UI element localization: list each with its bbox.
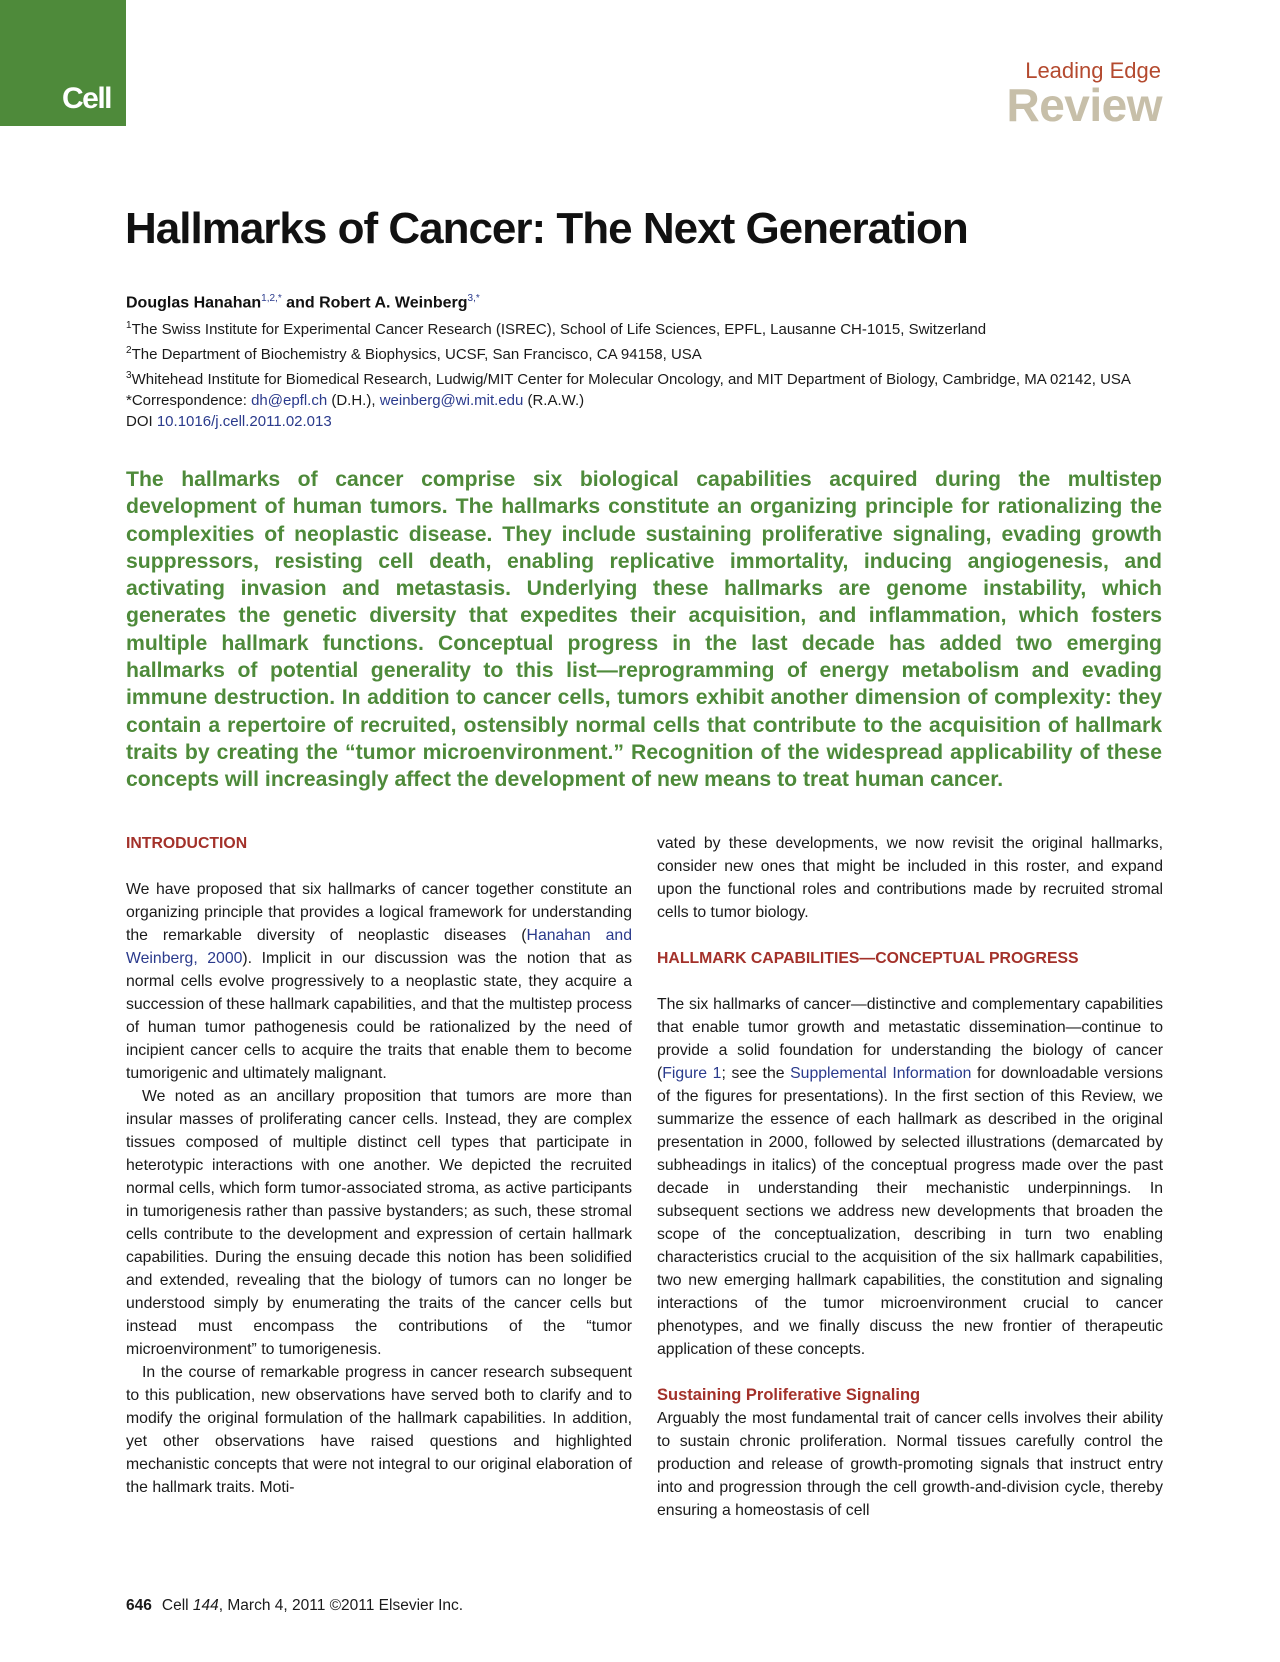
paragraph	[126, 878, 632, 1085]
paragraph-text: We have proposed that six hallmarks of cancer together constitute an organizing principle that provides a logical framework for understanding the remarkable diversity of neoplastic diseases (	[126, 881, 632, 944]
supplemental-link[interactable]: Supplemental Information	[790, 1065, 972, 1082]
affiliations	[126, 315, 1166, 432]
paragraph-text: ). Implicit in our discussion was the notion that as normal cells evolve progressively to a neoplastic state, they acquire a succession of these hallmark capabilities, and that the multistep process of human tumor pathogenesis could be rationalized by the need of incipient cancer cells to acquire the traits that enable them to become tumorigenic and ultimately malignant.	[126, 950, 632, 1082]
journal-logo	[0, 0, 126, 126]
affiliation	[126, 365, 1166, 390]
page-number: 646	[126, 1597, 152, 1614]
paragraph: Arguably the most fundamental trait of cancer cells involves their ability to sustain chronic proliferation. Normal tissues carefully control the production and release of growth-promoting signals that instruct entry into and progression through the cell growth-and-division cycle, thereby ensuring a homeostasis of cell	[657, 1410, 1163, 1519]
affiliation-text: The Department of Biochemistry & Biophysics, UCSF, San Francisco, CA 94158, USA	[131, 346, 702, 363]
affiliation	[126, 315, 1166, 340]
affiliation-text: Whitehead Institute for Biomedical Research, Ludwig/MIT Center for Molecular Oncology, and MIT Department of Biology, Cambridge, MA 02142, USA	[131, 371, 1131, 388]
paragraph	[657, 993, 1163, 1361]
footer-journal: Cell	[161, 1597, 193, 1614]
author-connector: and	[281, 294, 320, 312]
email-link[interactable]: weinberg@wi.mit.edu	[379, 392, 524, 409]
column-right	[657, 832, 1163, 1522]
affiliation-number: 1	[126, 320, 132, 331]
citation-link[interactable]: Hanahan and Weinberg, 2000	[126, 927, 632, 967]
doi-link[interactable]: 10.1016/j.cell.2011.02.013	[156, 413, 332, 430]
figure-link[interactable]: Figure 1	[662, 1065, 722, 1082]
section-heading: HALLMARK CAPABILITIES—CONCEPTUAL PROGRESS	[657, 950, 1079, 967]
footer-volume: 144	[192, 1597, 219, 1614]
paragraph: We noted as an ancillary proposition that tumors are more than insular masses of proliferating cancer cells. Instead, they are complex tissues composed of multiple distinct cell types that participate in heterotypic interactions with one another. We depicted the recruited normal cells, which form tumor-associated stroma, as active participants in tumorigenesis rather than passive bystanders; as such, these stromal cells contribute to the development and expression of certain hallmark capabilities. During the ensuing decade this notion has been solidified and extended, revealing that the biology of tumors can no longer be understood simply by enumerating the traits of the cancer cells but instead must encompass the contributions of the “tumor microenvironment” to tumorigenesis.	[126, 1088, 632, 1358]
article-title: Hallmarks of Cancer: The Next Generation	[125, 204, 968, 253]
paragraph-text: The six hallmarks of cancer—distinctive and complementary capabilities that enable tumor growth and metastatic dissemination—continue to provide a solid foundation for understanding the biology of cancer (	[657, 996, 1163, 1082]
author-name: Robert A. Weinberg	[319, 294, 468, 312]
affiliation-text: The Swiss Institute for Experimental Cancer Research (ISREC), School of Life Sciences, EPFL, Lausanne CH-1015, Switzerland	[131, 321, 987, 338]
affiliation	[126, 340, 1166, 365]
correspondence-label: *Correspondence:	[126, 392, 252, 409]
correspondence	[126, 390, 1166, 411]
paragraph: vated by these developments, we now revisit the original hallmarks, consider new ones that might be included in this roster, and expand upon the functional roles and contributions made by recruited stromal cells to tumor biology.	[657, 835, 1163, 921]
article-type-label: Review	[1006, 79, 1162, 131]
affiliation-number: 3	[126, 370, 132, 381]
paragraph-text: for downloadable versions of the figures for presentations). In the first section of this Review, we summarize the essence of each hallmark as described in the original presentation in 2000, followed by selected illustrations (demarcated by subheadings in italics) of the conceptual progress made over the past decade in understanding their mechanistic underpinnings. In subsequent sections we address new developments that broaden the scope of the conceptualization, describing in turn two enabling characteristics crucial to the acquisition of the six hallmark capabilities, two new emerging hallmark capabilities, the constitution and signaling interactions of the tumor microenvironment crucial to cancer phenotypes, and we finally discuss the new frontier of therapeutic application of these concepts.	[657, 1065, 1164, 1358]
paragraph: In the course of remarkable progress in cancer research subsequent to this publication, new observations have served both to clarify and to modify the original formulation of the hallmark capabilities. In addition, yet other observations have raised questions and highlighted mechanistic concepts that were not integral to our original elaboration of the hallmark traits. Moti-	[126, 1364, 632, 1496]
footer-date: , March 4, 2011 ©2011 Elsevier Inc.	[218, 1597, 464, 1614]
subsection-heading: Sustaining Proliferative Signaling	[657, 1386, 921, 1404]
series-label: Leading Edge	[1025, 58, 1161, 83]
doi-label: DOI	[126, 413, 157, 430]
affiliation-number: 2	[126, 345, 132, 356]
section-heading: INTRODUCTION	[126, 835, 248, 852]
email-link[interactable]: dh@epfl.ch	[251, 392, 328, 409]
journal-logo-text: Cell	[62, 82, 112, 115]
paragraph-text: ; see the	[721, 1065, 791, 1082]
doi	[126, 411, 1166, 432]
correspondence-initials: (D.H.),	[327, 392, 380, 409]
abstract: The hallmarks of cancer comprise six biological capabilities acquired during the multistep development of human tumors. The hallmarks constitute an organizing principle for rationalizing the complexities of neoplastic disease. They include sustaining proliferative signaling, evading growth suppressors, resisting cell death, enabling replicative immortality, inducing angiogenesis, and activating invasion and metastasis. Underlying these hallmarks are genome instability, which generates the genetic diversity that expedites their acquisition, and inflammation, which fosters multiple hallmark functions. Conceptual progress in the last decade has added two emerging hallmarks of potential generality to this list—reprogramming of energy metabolism and evading immune destruction. In addition to cancer cells, tumors exhibit another dimension of complexity: they contain a repertoire of recruited, ostensibly normal cells that contribute to the acquisition of hallmark traits by creating the “tumor microenvironment.” Recognition of the widespread applicability of these concepts will increasingly affect the development of new means to treat human cancer.	[126, 468, 1162, 792]
author-affiliation-marker: 1,2,*	[261, 293, 282, 304]
author-list	[126, 293, 480, 312]
author-affiliation-marker: 3,*	[467, 293, 480, 304]
author-name: Douglas Hanahan	[126, 294, 262, 312]
correspondence-initials: (R.A.W.)	[523, 392, 585, 409]
column-left	[126, 832, 632, 1499]
page-footer	[126, 1597, 463, 1615]
